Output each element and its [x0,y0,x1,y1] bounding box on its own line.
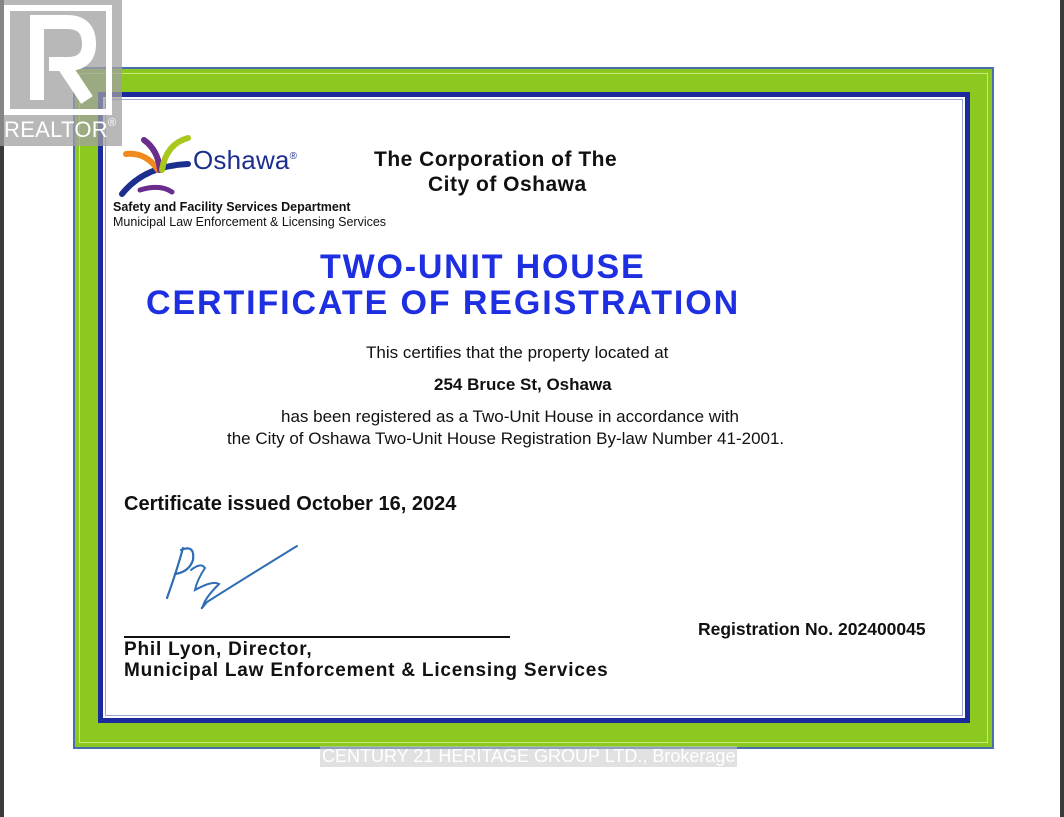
realtor-brand: REALTOR [4,117,108,142]
signer-department: Municipal Law Enforcement & Licensing Services [124,660,609,681]
corporation-heading-line1: The Corporation of The [374,148,618,171]
signature-image [155,540,305,620]
department-name: Safety and Facility Services Department [113,200,351,214]
logo-name: Oshawa [193,145,290,175]
oshawa-logo-wordmark [193,145,297,176]
certificate-title-line2: CERTIFICATE OF REGISTRATION [146,284,741,322]
signature-line [124,636,510,638]
realtor-watermark-text [4,117,116,143]
division-name: Municipal Law Enforcement & Licensing Services [113,215,387,229]
registration-number: Registration No. 202400045 [698,619,926,639]
logo-registered-mark: ® [289,151,298,162]
realtor-registered-mark: ® [107,117,117,129]
registration-statement-line1: has been registered as a Two-Unit House in accordance with [281,407,739,426]
certifies-text: This certifies that the property located at [366,343,669,362]
property-address: 254 Bruce St, Oshawa [434,375,612,394]
brokerage-watermark: CENTURY 21 HERITAGE GROUP LTD., Brokerage [322,746,736,766]
issue-date: Certificate issued October 16, 2024 [124,493,457,515]
corporation-heading-line2: City of Oshawa [428,173,587,196]
oshawa-logo-icon [114,130,194,200]
certificate-title-line1: TWO-UNIT HOUSE [320,248,646,286]
signer-name-title: Phil Lyon, Director, [124,639,313,660]
realtor-r-logo-icon [3,4,113,116]
registration-statement-line2: the City of Oshawa Two-Unit House Registration By-law Number 41-2001. [227,429,785,448]
